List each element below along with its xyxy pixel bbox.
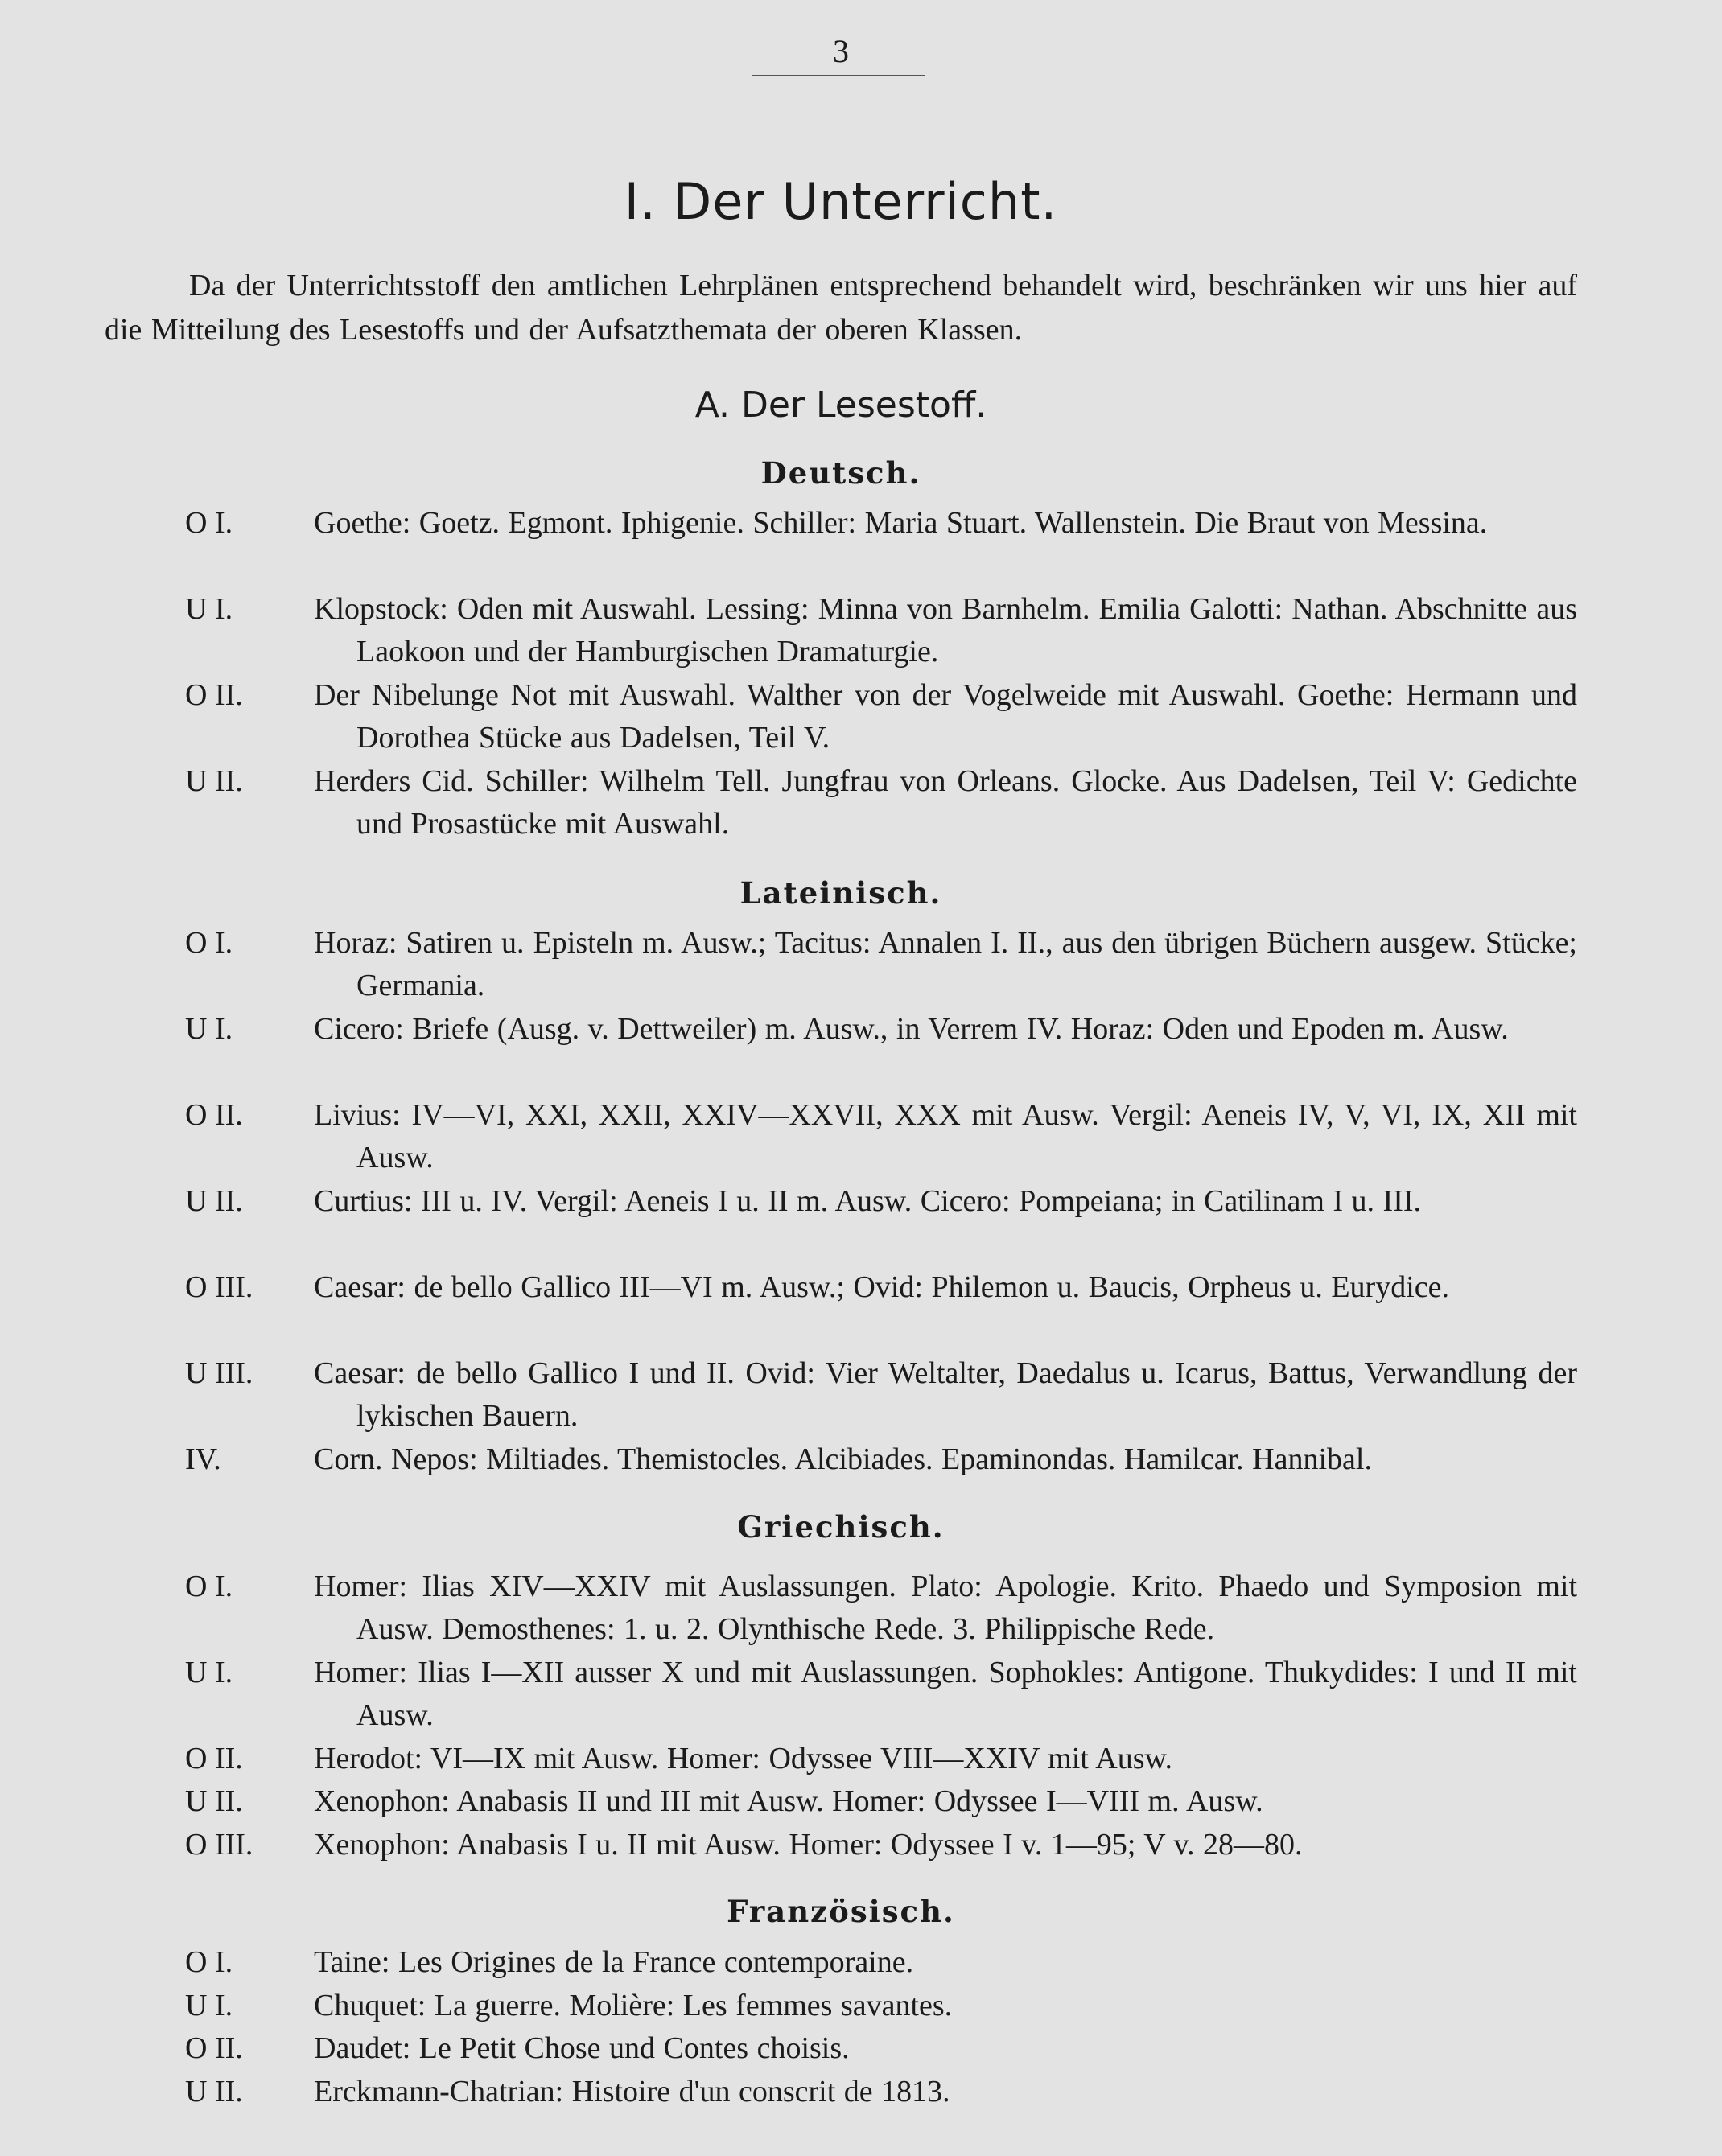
entry-text: Xenophon: Anabasis I u. II mit Ausw. Homer: Odyssee I v. 1—95; V v. 28—80. [314,1828,1303,1862]
entry-text: Cicero: Briefe (Ausg. v. Dettweiler) m. Ausw., in Verrem IV. Horaz: Oden und Epoden m. Ausw. [314,1012,1509,1046]
reading-entry [185,1566,1577,1651]
class-label: U I. [185,1012,233,1046]
class-label: O I. [185,926,233,960]
subject-heading-lateinisch: Lateinisch. [739,875,942,911]
entry-text: Goethe: Goetz. Egmont. Iphigenie. Schiller: Maria Stuart. Wallenstein. Die Braut von Messina. [314,506,1488,540]
chapter-title: I. Der Unterricht. [624,172,1058,231]
class-label: U I. [185,592,233,626]
reading-entry [185,1352,1577,1438]
class-label: O I. [185,1570,233,1603]
entry-text: Horaz: Satiren u. Episteln m. Ausw.; Tacitus: Annalen I. II., aus den übrigen Büchern ausgew. Stücke; Germania. [314,926,1577,1002]
class-label: O III. [185,1828,253,1862]
entry-text: Livius: IV—VI, XXI, XXII, XXIV—XXVII, XXX mit Ausw. Vergil: Aeneis IV, V, VI, IX, XII mit Ausw. [314,1098,1577,1175]
reading-entry [185,1008,1577,1051]
class-label: U II. [185,1184,243,1218]
reading-entry [185,1738,1577,1780]
entry-text: Homer: Ilias I—XII ausser X und mit Auslassungen. Sophokles: Antigone. Thukydides: I und II mit Ausw. [314,1656,1577,1732]
reading-entry [185,502,1577,545]
entry-text: Xenophon: Anabasis II und III mit Ausw. Homer: Odyssee I—VIII m. Ausw. [314,1784,1263,1818]
reading-entry [185,1941,1577,1984]
reading-entry [185,922,1577,1007]
entry-text: Chuquet: La guerre. Molière: Les femmes savantes. [314,1989,953,2022]
class-label: U II. [185,1784,243,1818]
page-number-rule [752,75,925,76]
entry-text: Caesar: de bello Gallico III—VI m. Ausw.; Ovid: Philemon u. Baucis, Orpheus u. Eurydice. [314,1270,1449,1304]
reading-entry [185,588,1577,673]
subject-heading-franzoesisch: Französisch. [727,1894,955,1929]
class-label: O III. [185,1270,253,1304]
reading-entry [185,1438,1577,1481]
page-number: 3 [833,33,849,69]
subject-heading-deutsch: Deutsch. [760,455,921,491]
entry-text: Taine: Les Origines de la France contemporaine. [314,1945,914,1979]
intro-paragraph: Da der Unterrichtsstoff den amtlichen Lehrplänen entsprechend behandelt wird, beschränken wir uns hier auf die Mitteilung des Lesestoffs und der Aufsatzthemata der oberen Klassen. [105,269,1577,347]
class-label: O II. [185,1742,243,1775]
class-label: U III. [185,1356,253,1390]
reading-entry [185,1266,1577,1309]
class-label: IV. [185,1442,221,1476]
subject-heading-griechisch: Griechisch. [737,1509,945,1545]
class-label: U II. [185,2075,243,2109]
entry-text: Homer: Ilias XIV—XXIV mit Auslassungen. Plato: Apologie. Krito. Phaedo und Symposion mit Ausw. Demosthenes: 1. u. 2. Olynthische Rede. 3. Philippische Rede. [314,1570,1577,1646]
entry-text: Klopstock: Oden mit Auswahl. Lessing: Minna von Barnhelm. Emilia Galotti: Nathan. Abschnitte aus Laokoon und der Hamburgischen Dramaturgie. [314,592,1577,669]
class-label: O II. [185,2031,243,2065]
entry-text: Herodot: VI—IX mit Ausw. Homer: Odyssee VIII—XXIV mit Ausw. [314,1742,1172,1775]
class-label: O II. [185,1098,243,1132]
entry-text: Caesar: de bello Gallico I und II. Ovid: Vier Weltalter, Daedalus u. Icarus, Battus, Verwandlung der lykischen Bauern. [314,1356,1577,1433]
reading-entry [185,674,1577,759]
reading-entry [185,760,1577,846]
entry-text: Daudet: Le Petit Chose und Contes choisis. [314,2031,850,2065]
class-label: U I. [185,1989,233,2022]
reading-entry [185,2071,1577,2113]
entry-text: Curtius: III u. IV. Vergil: Aeneis I u. II m. Ausw. Cicero: Pompeiana; in Catilinam I u. III. [314,1184,1422,1218]
reading-entry [185,1094,1577,1179]
reading-entry [185,1652,1577,1737]
class-label: O II. [185,678,243,712]
class-label: O I. [185,506,233,540]
entry-text: Erckmann-Chatrian: Histoire d'un conscrit de 1813. [314,2075,950,2109]
reading-entry [185,1824,1577,1866]
reading-entry [185,1780,1577,1823]
class-label: U II. [185,764,243,798]
reading-entry [185,1180,1577,1223]
entry-text: Der Nibelunge Not mit Auswahl. Walther von der Vogelweide mit Auswahl. Goethe: Hermann und Dorothea Stücke aus Dadelsen, Teil V. [314,678,1577,755]
entry-text: Herders Cid. Schiller: Wilhelm Tell. Jungfrau von Orleans. Glocke. Aus Dadelsen, Teil V: Gedichte und Prosastücke mit Auswahl. [314,764,1577,841]
reading-entry [185,1985,1577,2027]
entry-text: Corn. Nepos: Miltiades. Themistocles. Alcibiades. Epaminondas. Hamilcar. Hannibal. [314,1442,1372,1476]
class-label: U I. [185,1656,233,1689]
section-title: A. Der Lesestoff. [694,385,987,426]
reading-entry [185,2027,1577,2070]
class-label: O I. [185,1945,233,1979]
